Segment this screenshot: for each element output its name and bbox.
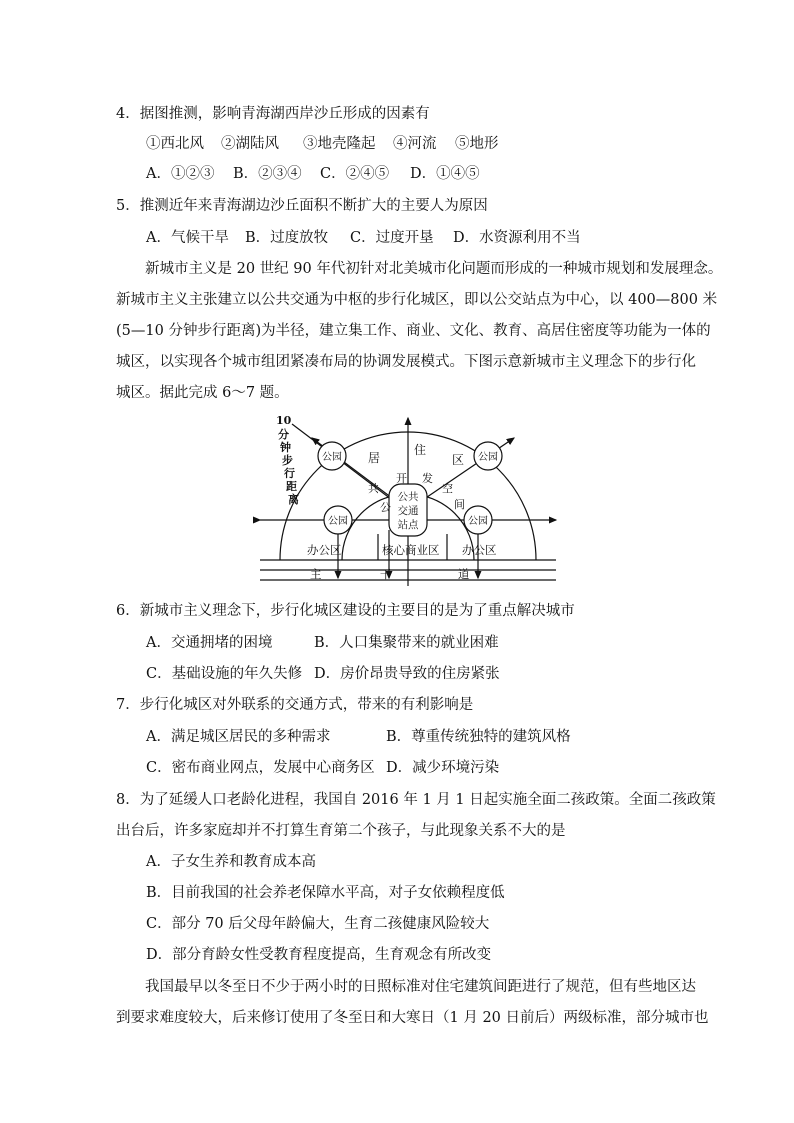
core-label: 核心商业区: [382, 543, 440, 557]
q4-item-4: ④河流: [393, 136, 437, 152]
walk-label-3: 钟: [280, 441, 291, 454]
park-top-right: [474, 442, 502, 470]
residential-char-2: 住: [414, 443, 427, 457]
q4-option-b: B．②③④: [233, 166, 302, 182]
walkable-district-diagram: [252, 410, 564, 586]
passage1-line-1: 新城市主义是 20 世纪 90 年代初针对北美城市化问题而形成的一种城市规划和发展理念。: [145, 261, 723, 277]
q8-option-d: D．部分育龄女性受教育程度提高，生育观念有所改变: [146, 947, 492, 963]
q5-stem: 5．推测近年来青海湖边沙丘面积不断扩大的主要人为原因: [116, 198, 488, 214]
q5-option-b: B．过度放牧: [245, 230, 329, 246]
q5-option-c: C．过度开垦: [350, 230, 434, 246]
q4-item-1: ①西北风: [146, 136, 204, 152]
q6-option-c: C．基础设施的年久失修: [146, 666, 303, 682]
office-right-label: 办公区: [462, 543, 497, 557]
q8-option-c: C．部分 70 后父母年龄偏大，生育二孩健康风险较大: [146, 916, 490, 932]
q7-stem: 7．步行化城区对外联系的交通方式，带来的有利影响是: [116, 697, 474, 713]
residential-char-3: 区: [452, 453, 465, 467]
public-space-char-6: 间: [454, 498, 465, 511]
station-line-2: 交通: [397, 505, 419, 517]
public-space-char-3: 开: [396, 472, 407, 485]
walk-label-2: 分: [278, 428, 289, 441]
public-space-char-2: 共: [368, 482, 379, 495]
road-char-3: 道: [458, 567, 470, 581]
q4-option-c: C．②④⑤: [320, 166, 390, 182]
walk-label-7: 离: [288, 493, 299, 506]
park-top-left: [318, 442, 346, 470]
passage1-line-2: 新城市主义主张建立以公共交通为中枢的步行化城区，即以公交站点为中心，以 400—800 米: [116, 292, 718, 308]
passage2-line-1: 我国最早以冬至日不少于两小时的日照标准对住宅建筑间距进行了规范，但有些地区达: [145, 979, 696, 995]
walk-label-4: 步: [282, 454, 293, 467]
passage1-line-3: (5—10 分钟步行距离)为半径，建立集工作、商业、文化、教育、高居住密度等功能为一体的: [116, 323, 711, 339]
q7-option-b: B．尊重传统独特的建筑风格: [386, 729, 571, 745]
park-label: 公园: [322, 452, 342, 463]
park-label: 公园: [328, 516, 348, 527]
passage2-line-2: 到要求难度较大，后来修订使用了冬至日和大寒日（1 月 20 日前后）两级标准，部分城市也: [116, 1010, 709, 1026]
q7-option-a: A．满足城区居民的多种需求: [146, 729, 331, 745]
park-label: 公园: [468, 516, 488, 527]
q4-item-2: ②湖陆风: [221, 136, 279, 152]
office-left-label: 办公区: [307, 543, 342, 557]
q7-option-c: C．密布商业网点，发展中心商务区: [146, 760, 375, 776]
q8-stem-line-2: 出台后，许多家庭却并不打算生育第二个孩子，与此现象关系不大的是: [116, 823, 566, 839]
q6-option-b: B．人口集聚带来的就业困难: [314, 635, 499, 651]
road-char-1: 主: [310, 567, 322, 581]
q8-stem-line-1: 8．为了延缓人口老龄化进程，我国自 2016 年 1 月 1 日起实施全面二孩政策。全面二孩政策: [116, 792, 716, 808]
public-space-char-5: 空: [442, 482, 453, 495]
q6-option-d: D．房价昂贵导致的住房紧张: [314, 666, 500, 682]
q4-stem: 4．据图推测，影响青海湖西岸沙丘形成的因素有: [116, 106, 430, 122]
walk-label-6: 距: [286, 480, 297, 493]
passage1-line-4: 城区，以实现各个城市组团紧凑布局的协调发展模式。下图示意新城市主义理念下的步行化: [116, 354, 696, 370]
transit-station: [389, 484, 427, 536]
park-label: 公园: [478, 452, 498, 463]
passage1-line-5: 城区。据此完成 6～7 题。: [116, 385, 289, 401]
q8-option-b: B．目前我国的社会养老保障水平高，对子女依赖程度低: [146, 885, 505, 901]
park-mid-left: [324, 506, 352, 534]
public-space-char-1: 公: [380, 501, 391, 514]
residential-char-1: 居: [368, 451, 381, 465]
q4-option-d: D．①④⑤: [410, 166, 480, 182]
q4-option-a: A．①②③: [146, 166, 215, 182]
q5-option-d: D．水资源利用不当: [453, 230, 581, 246]
park-mid-right: [464, 506, 492, 534]
q8-option-a: A．子女生养和教育成本高: [146, 854, 316, 870]
q4-item-5: ⑤地形: [455, 136, 499, 152]
public-space-char-4: 发: [422, 472, 433, 485]
walk-label-5: 行: [284, 467, 295, 480]
q7-option-d: D．减少环境污染: [386, 760, 500, 776]
q4-item-3: ③地壳隆起: [303, 136, 376, 152]
q6-stem: 6．新城市主义理念下，步行化城区建设的主要目的是为了重点解决城市: [116, 603, 575, 619]
station-line-3: 站点: [397, 519, 419, 531]
road-char-2: 干: [380, 567, 392, 581]
walk-label-1: 10: [276, 414, 292, 427]
q5-option-a: A．气候干旱: [146, 230, 229, 246]
q6-option-a: A．交通拥堵的困境: [146, 635, 273, 651]
station-line-1: 公共: [397, 491, 419, 503]
